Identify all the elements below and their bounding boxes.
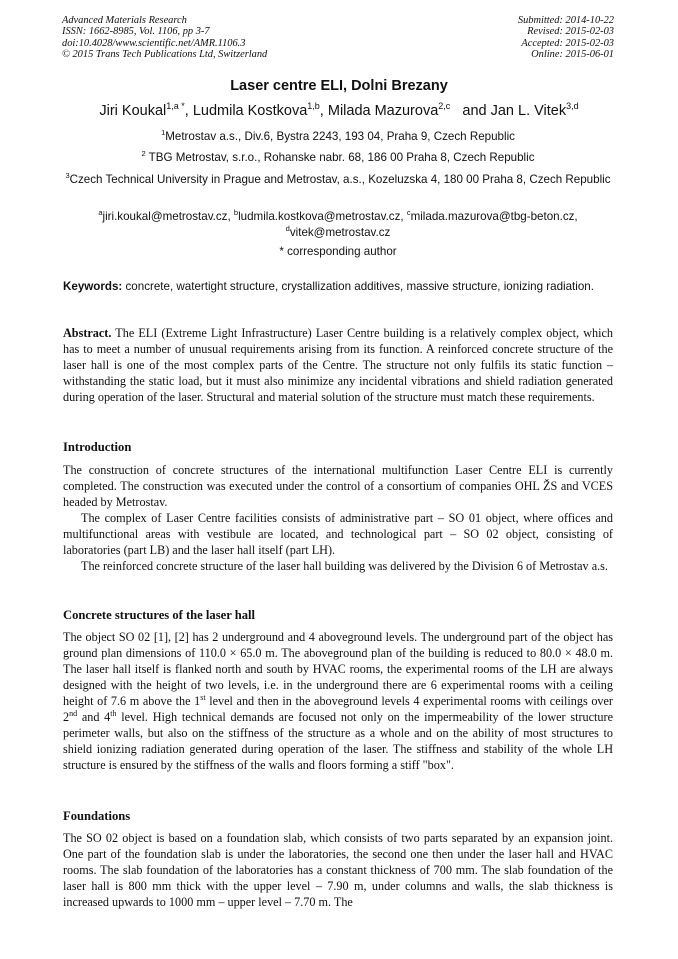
aff-text: Metrostav a.s., Div.6, Bystra 2243, 193 04, Praha 9, Czech Republic (165, 130, 515, 143)
journal-name: Advanced Materials Research (62, 15, 187, 26)
author-sup: 3,d (566, 101, 579, 112)
email-sup: c (406, 208, 411, 218)
author-name: Milada Mazurova (327, 103, 439, 119)
affiliation-2 (62, 150, 614, 166)
section-heading-foundations: Foundations (63, 809, 131, 823)
aff-sup: 1 (161, 128, 166, 138)
email: jiri.koukal@metrostav.cz, (102, 210, 234, 223)
abstract (63, 325, 613, 405)
text-run: and 4 (77, 710, 111, 724)
copyright-line: © 2015 Trans Tech Publications Ltd, Switzerland (62, 48, 268, 60)
author-name: Jiri Koukal (99, 103, 167, 119)
affiliation-3 (62, 172, 614, 188)
author-list (0, 103, 678, 119)
revised-date: Revised: 2015-02-03 (527, 26, 614, 38)
concrete-body (63, 629, 613, 773)
submitted-date: Submitted: 2014-10-22 (517, 15, 614, 26)
paragraph: The SO 02 object is based on a foundation slab, which consists of two parts separated by an expansion joint. One part of the foundation slab is under the laboratories, the second one then under the laser hall and HVAC rooms. The slab foundation of the laboratories has a constant thickness of 700 mm. The slab foundation of the laser hall is 800 mm thick with the upper level – 7.90 m, under columns and walls, the slab thickness is increased upwards to 1000 mm – upper level – 7.70 m. The (63, 831, 613, 909)
email: vitek@metrostav.cz (289, 226, 391, 239)
email-list (62, 209, 614, 241)
ordinal-sup: st (200, 692, 206, 702)
author-sep: , (319, 103, 328, 119)
text-run: The object SO 02 [1], [2] has 2 underground and 4 aboveground levels. The underground part of the object has ground plan dimensions of 110.0 × 65.0 m. The aboveground plan of the building is reduced to 80.0 × 48.0 m. The laser hall itself is flanked north and south by HVAC rooms, the experimental rooms of the LH are always designed with the height of two levels, i.e. in the underground there are 6 experimental rooms with a ceiling height of 7.6 m above the 1 (63, 630, 613, 708)
email-sup: a (98, 208, 103, 218)
paragraph (63, 629, 613, 773)
keywords-label: Keywords: (63, 280, 123, 293)
author-name: Ludmila Kostkova (192, 103, 308, 119)
text-run: level and then in the aboveground levels 4 experimental rooms with ceilings over 2 (63, 694, 613, 724)
affiliation-1 (62, 129, 614, 145)
ordinal-sup: nd (69, 708, 78, 718)
author-sup: 1,a * (166, 101, 185, 112)
section-heading-introduction: Introduction (63, 440, 132, 454)
keywords-text: concrete, watertight structure, crystallization additives, massive structure, ionizing radiation. (122, 280, 594, 293)
aff-sup: 2 (141, 149, 146, 159)
email: milada.mazurova@tbg-beton.cz, (410, 210, 578, 223)
journal-header (62, 15, 267, 60)
email-sup: d (285, 224, 290, 234)
author-sup: 1,b (307, 101, 320, 112)
issn-line: ISSN: 1662-8985, Vol. 1106, pp 3-7 (62, 26, 210, 38)
abstract-label: Abstract. (63, 326, 112, 340)
author-name: Jan L. Vitek (490, 103, 567, 119)
email: ludmila.kostkova@metrostav.cz, (238, 210, 407, 223)
paragraph: The reinforced concrete structure of the laser hall building was delivered by the Division 6 of Metrostav a.s. (81, 559, 608, 573)
aff-text: Czech Technical University in Prague and Metrostav, a.s., Kozeluzska 4, 180 00 Praha 8, Czech Republic (69, 173, 611, 186)
author-sup: 2,c (438, 101, 451, 112)
aff-sup: 3 (65, 171, 70, 181)
section-heading-concrete: Concrete structures of the laser hall (63, 608, 256, 622)
abstract-text: The ELI (Extreme Light Infrastructure) Laser Centre building is a relatively complex object, which has to meet a number of unusual requirements arising from its function. A reinforced concrete structure of the laser hall is one of the most complex parts of the Centre. The structure not only fulfils its static function – withstanding the static load, but it must also minimize any incidental vibrations and shield radiation generated during operation of the laser. Structural and material solution of the structure must match these requirements. (63, 326, 613, 404)
email-sup: b (233, 208, 239, 218)
ordinal-sup: th (110, 708, 117, 718)
accepted-date: Accepted: 2015-02-03 (521, 37, 614, 49)
paragraph: The complex of Laser Centre facilities consists of administrative part – SO 01 object, where offices and multifunctional areas with vestibule are located, and technological part – SO 02 object, consisting of laboratories (part LB) and the laser hall itself (part LH). (63, 511, 613, 557)
doi-line: doi:10.4028/www.scientific.net/AMR.1106.3 (62, 37, 246, 49)
introduction-body (63, 462, 613, 574)
aff-text: TBG Metrostav, s.r.o., Rohanske nabr. 68, 186 00 Praha 8, Czech Republic (145, 151, 535, 164)
text-run: level. High technical demands are focused not only on the impermeability of the lower structure perimeter walls, but also on the stiffness of the structure as a whole and on the ability of most structures to shield ionizing radiation generated during operation of the laser. The stiffness and stability of the whole LH structure is ensured by the stiffness of the walls and floors forming a stiff "box". (63, 710, 613, 772)
keywords (63, 279, 613, 295)
foundations-body (63, 830, 613, 910)
author-sep: , (184, 103, 193, 119)
dates-header (518, 15, 614, 60)
online-date: Online: 2015-06-01 (531, 48, 614, 60)
paragraph: The construction of concrete structures of the international multifunction Laser Centre ELI is currently completed. The construction was executed under the control of a consortium of companies OHL ŽS and VCES headed by Metrostav. (63, 463, 613, 509)
corresponding-author: * corresponding author (279, 245, 397, 258)
paper-title: Laser centre ELI, Dolni Brezany (230, 78, 448, 94)
author-sep: and (450, 103, 491, 119)
